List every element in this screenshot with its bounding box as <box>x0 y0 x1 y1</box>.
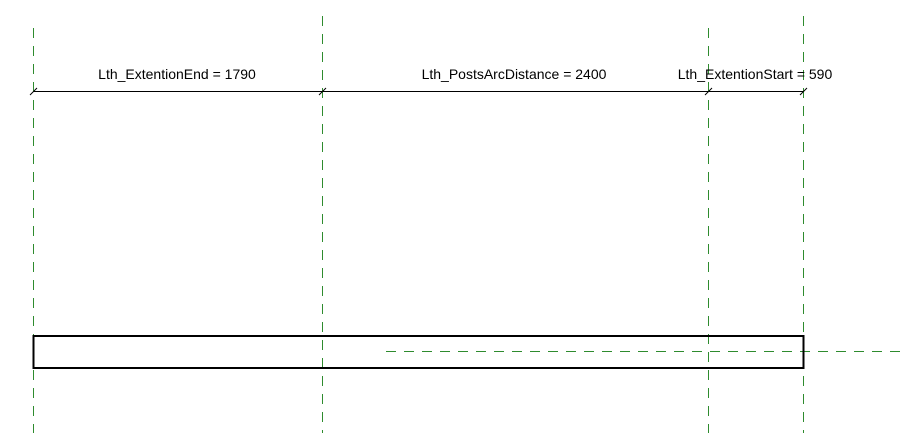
dimension-label-extension-end[interactable]: Lth_ExtentionEnd = 1790 <box>98 66 256 82</box>
dimension-string <box>30 66 832 95</box>
dimension-label-posts-arc-distance[interactable]: Lth_PostsArcDistance = 2400 <box>421 66 607 82</box>
beam-outline[interactable] <box>34 336 804 368</box>
dimension-label-extension-start[interactable]: Lth_ExtentionStart = 590 <box>677 66 833 82</box>
